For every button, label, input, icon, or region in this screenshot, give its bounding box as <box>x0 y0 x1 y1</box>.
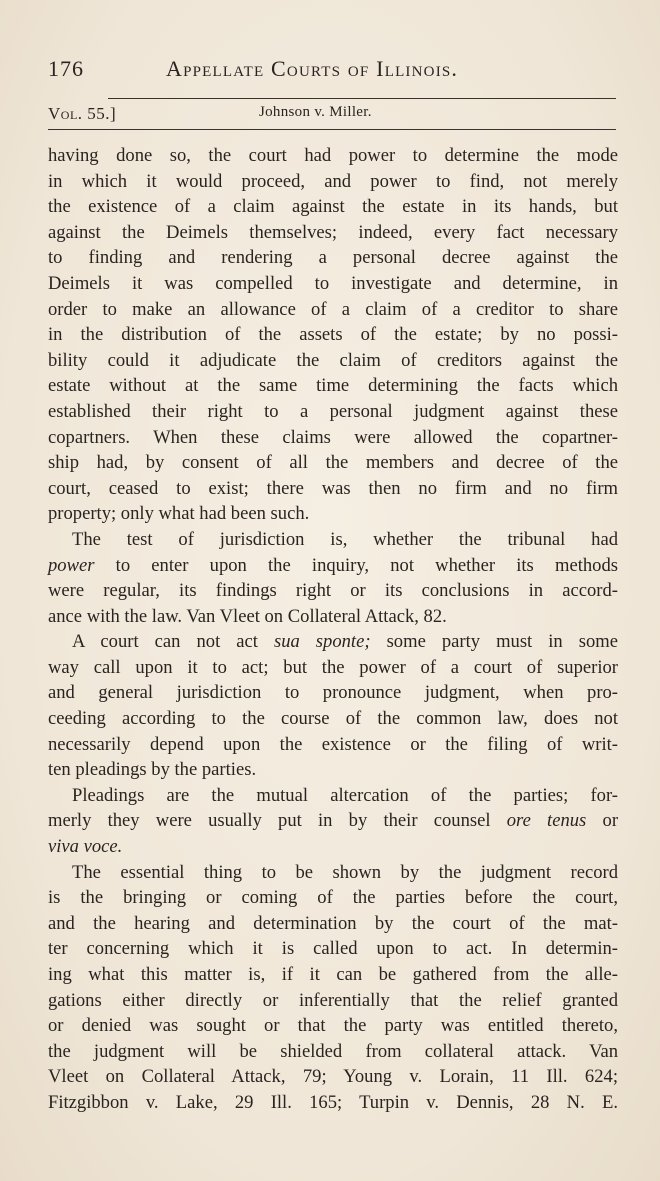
volume-label: Vol. 55.] <box>48 104 117 123</box>
header-rule-bottom <box>48 129 616 130</box>
text-line: Fitzgibbon v. Lake, 29 Ill. 165; Turpin v. Dennis, 28 N. E. <box>48 1091 618 1113</box>
text-line: estate without at the same time determining the facts which <box>48 375 618 397</box>
page-number: 176 <box>48 56 84 81</box>
text-line: copartners. When these claims were allowed the copartner- <box>48 426 618 448</box>
text-line: ship had, by consent of all the members and decree of the <box>48 452 618 474</box>
text-line: order to make an allowance of a claim of a creditor to share <box>48 298 618 320</box>
text-line: having done so, the court had power to determine the mode <box>48 145 618 166</box>
italic-term: sua sponte; <box>273 631 371 653</box>
paragraph-start-line: The test of jurisdiction is, whether the tribunal had <box>72 528 618 550</box>
paragraph-start-line: The essential thing to be shown by the judgment record <box>72 861 618 883</box>
case-name: Johnson v. Miller. <box>259 104 372 120</box>
running-title: Appellate Courts of Illinois. <box>166 56 459 81</box>
text-line: court, ceased to exist; there was then no firm and no firm <box>48 477 618 499</box>
text-line: merly they were usually put in by their counsel ore tenus or <box>48 810 619 832</box>
text-line: bility could it adjudicate the claim of creditors against the <box>48 349 618 371</box>
paragraph-end-line: property; only what had been such. <box>48 503 310 525</box>
paragraph-end-line <box>48 834 618 860</box>
text-line: is the bringing or coming of the parties before the court, <box>48 887 618 909</box>
paragraph-start-line: Pleadings are the mutual altercation of the parties; for- <box>72 784 618 806</box>
text-line: necessarily depend upon the existence or the filing of writ- <box>48 733 618 755</box>
text-line: the judgment will be shielded from collateral attack. Van <box>48 1040 618 1062</box>
text-line: and general jurisdiction to pronounce judgment, when pro- <box>48 682 618 704</box>
text-line: or denied was sought or that the party was entitled thereto, <box>48 1015 618 1037</box>
paragraph-end-line: ance with the law. Van Vleet on Collateral Attack, 82. <box>48 605 447 627</box>
text-line: the existence of a claim against the estate in its hands, but <box>48 196 618 218</box>
text-line: gations either directly or inferentially that the relief granted <box>48 989 618 1011</box>
text-line: power to enter upon the inquiry, not whether its methods <box>48 554 618 576</box>
text-line: ter concerning which it is called upon to act. In determin- <box>48 938 618 960</box>
text-line: in which it would proceed, and power to find, not merely <box>48 170 618 192</box>
text-line: ing what this matter is, if it can be gathered from the alle- <box>48 964 618 985</box>
running-head <box>48 56 618 90</box>
text-line: against the Deimels themselves; indeed, every fact necessary <box>48 221 618 243</box>
text-line: Deimels it was compelled to investigate and determine, in <box>48 272 618 294</box>
text-line: and the hearing and determination by the court of the mat- <box>48 912 618 934</box>
volume-line <box>48 104 618 126</box>
text-line: way call upon it to act; but the power of a court of superior <box>48 656 618 678</box>
text-line: in the distribution of the assets of the estate; by no possi- <box>48 324 618 346</box>
paragraph-start-line: A court can not act sua sponte; some party must in some <box>72 631 618 653</box>
paragraph-end-line: ten pleadings by the parties. <box>48 759 257 781</box>
text-line: ceeding according to the course of the common law, does not <box>48 708 618 730</box>
italic-term: ore tenus <box>506 810 587 832</box>
text-line: were regular, its findings right or its conclusions in accord- <box>48 580 618 602</box>
header-rule-top <box>108 98 616 99</box>
text-line: established their right to a personal judgment against these <box>48 400 618 422</box>
opinion-text <box>48 143 618 1116</box>
text-line: to finding and rendering a personal decree against the <box>48 247 618 269</box>
italic-term: viva voce. <box>48 836 123 858</box>
text-line: Vleet on Collateral Attack, 79; Young v. Lorain, 11 Ill. 624; <box>48 1066 618 1088</box>
italic-term: power <box>48 554 95 576</box>
